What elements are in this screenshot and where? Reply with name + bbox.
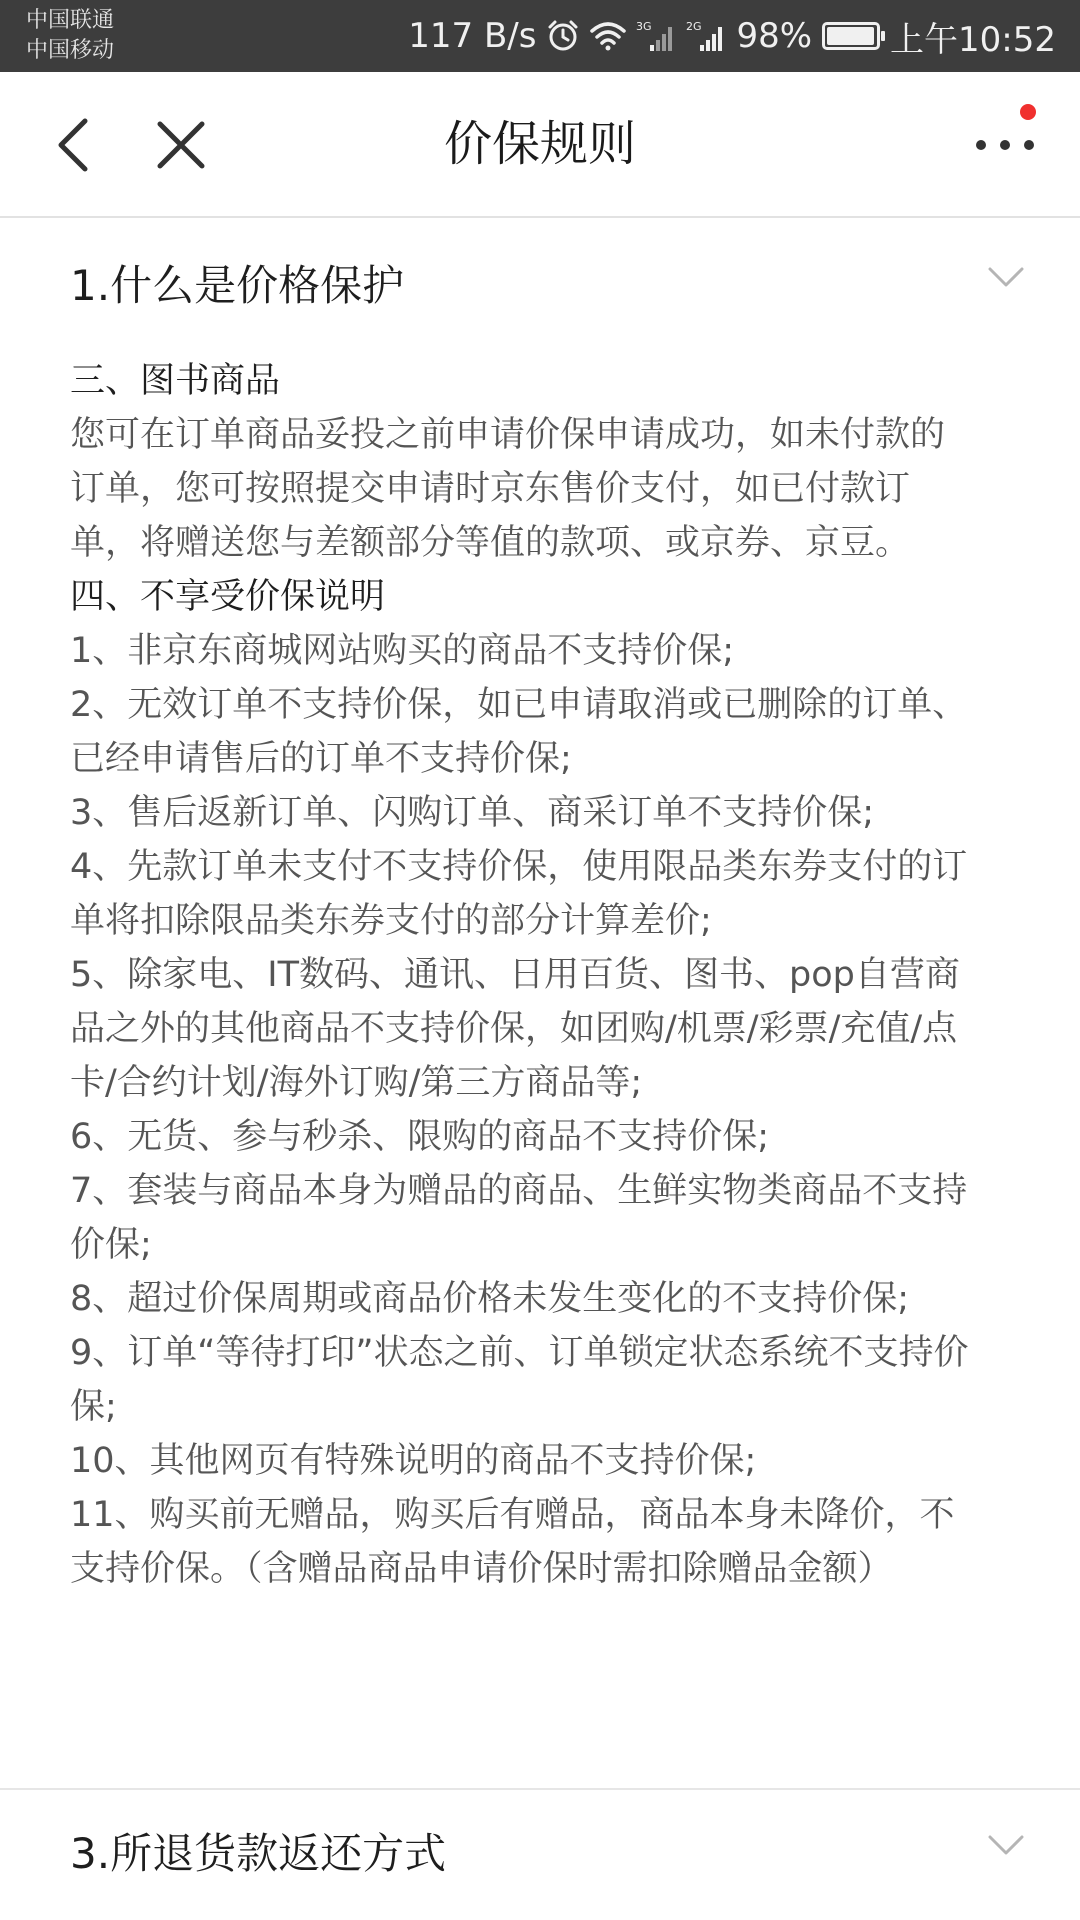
more-button[interactable]	[960, 110, 1050, 180]
carrier-2: 中国移动	[26, 38, 115, 63]
rule-paragraph: 6、无货、参与秒杀、限购的商品不支持价保;	[70, 1117, 770, 1157]
close-button[interactable]	[146, 110, 216, 180]
rule-paragraph: 10、其他网页有特殊说明的商品不支持价保;	[70, 1441, 757, 1481]
section-title: 1.什么是价格保护	[70, 261, 405, 310]
status-indicators	[408, 0, 1056, 72]
chevron-down-icon	[988, 1834, 1024, 1856]
wifi-icon	[590, 21, 626, 51]
section-header-price-protection[interactable]	[0, 218, 1080, 354]
rule-paragraph: 3、售后返新订单、闪购订单、商采订单不支持价保;	[70, 793, 875, 833]
section-subheading: 三、图书商品	[70, 361, 281, 401]
status-bar	[0, 0, 1080, 72]
page-title: 价保规则	[443, 116, 636, 172]
rule-paragraph: 2、无效订单不支持价保，如已申请取消或已删除的订单、已经申请售后的订单不支持价保;	[70, 685, 968, 779]
rules-content[interactable]	[0, 218, 1080, 1788]
clock: 上午10:52	[890, 19, 1056, 60]
section-subheading: 四、不享受价保说明	[70, 577, 386, 617]
battery-icon	[822, 22, 880, 50]
rule-paragraph: 11、购买前无赠品，购买后有赠品，商品本身未降价，不支持价保。（含赠品商品申请价保时需扣除赠品金额）	[70, 1495, 955, 1589]
carrier-info	[26, 6, 114, 66]
battery-percent: 98%	[736, 16, 813, 56]
signal-1-label: 3G	[636, 20, 652, 33]
more-dots-icon	[973, 135, 1037, 155]
carrier-1: 中国联通	[26, 8, 115, 33]
net-speed: 117 B/s	[408, 16, 537, 56]
rule-paragraph: 5、除家电、IT数码、通讯、日用百货、图书、pop自营商品之外的其他商品不支持价保，如团购/机票/彩票/充值/点卡/合约计划/海外订购/第三方商品等;	[70, 955, 960, 1103]
back-arrow-icon	[53, 117, 93, 173]
chevron-down-icon	[988, 266, 1024, 288]
signal-2g-icon	[686, 19, 726, 53]
section-header-refund-method[interactable]	[0, 1788, 1080, 1920]
signal-2-label: 2G	[686, 20, 702, 33]
section-body	[70, 354, 970, 1596]
alarm-icon	[546, 19, 580, 53]
section-title: 3.所退货款返还方式	[70, 1829, 447, 1878]
back-button[interactable]	[38, 110, 108, 180]
signal-3g-icon	[636, 19, 676, 53]
rule-paragraph: 1、非京东商城网站购买的商品不支持价保;	[70, 631, 735, 671]
rule-paragraph: 9、订单“等待打印”状态之前、订单锁定状态系统不支持价保;	[70, 1333, 969, 1427]
rule-paragraph: 7、套装与商品本身为赠品的商品、生鲜实物类商品不支持价保;	[70, 1171, 968, 1265]
notification-dot	[1020, 104, 1036, 120]
rule-paragraph: 您可在订单商品妥投之前申请价保申请成功，如未付款的订单，您可按照提交申请时京东售价支付，如已付款订单，将赠送您与差额部分等值的款项、或京券、京豆。	[70, 415, 946, 563]
rule-paragraph: 8、超过价保周期或商品价格未发生变化的不支持价保;	[70, 1279, 910, 1319]
battery-fill	[827, 27, 874, 45]
close-icon	[156, 120, 206, 170]
nav-bar	[0, 72, 1080, 218]
rule-paragraph: 4、先款订单未支付不支持价保，使用限品类东券支付的订单将扣除限品类东券支付的部分计算差价;	[70, 847, 968, 941]
